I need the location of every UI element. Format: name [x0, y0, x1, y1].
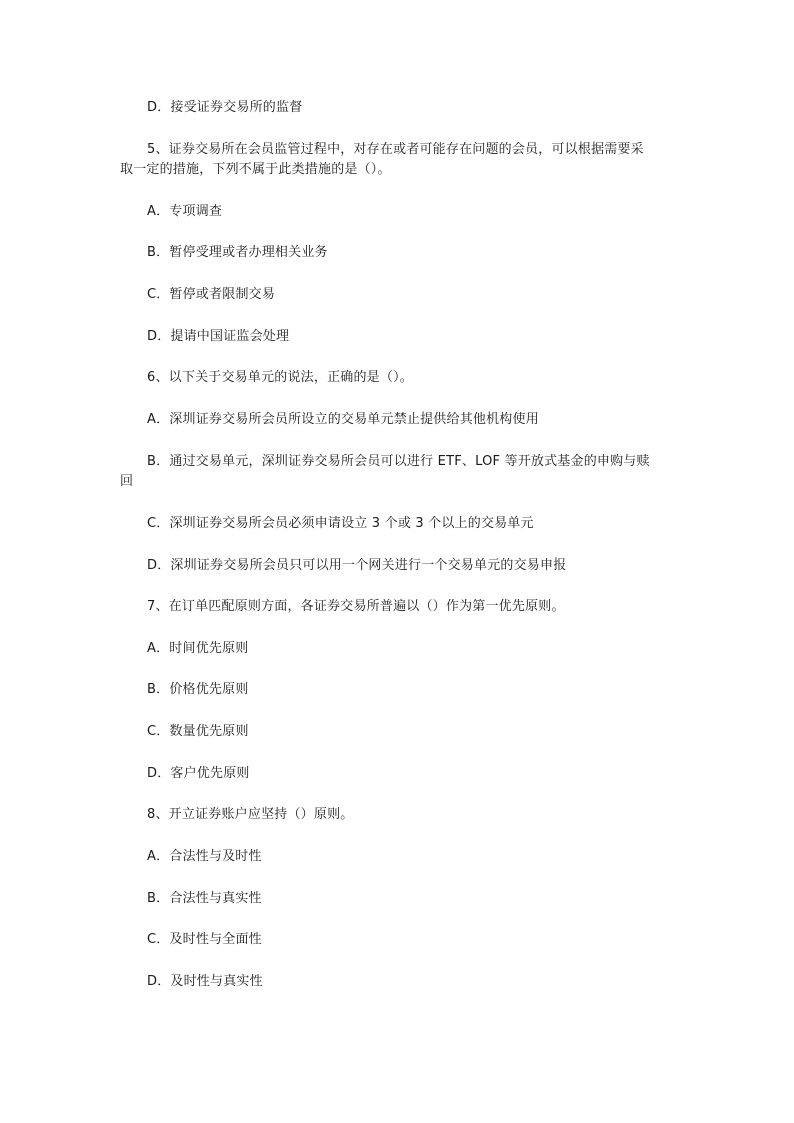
- q6-stem: 6、以下关于交易单元的说法，正确的是（）。: [147, 370, 413, 385]
- q5-option-c: C．暂停或者限制交易: [147, 287, 276, 302]
- q6-option-b-line1: B．通过交易单元，深圳证券交易所会员可以进行 ETF、LOF 等开放式基金的申购与赎: [147, 454, 650, 469]
- q7-option-c: C．数量优先原则: [147, 724, 249, 739]
- q6-option-d: D．深圳证券交易所会员只可以用一个网关进行一个交易单元的交易申报: [147, 558, 567, 573]
- q7-option-a: A．时间优先原则: [147, 641, 249, 656]
- q5-option-b: B．暂停受理或者办理相关业务: [147, 245, 328, 260]
- q8-option-d: D．及时性与真实性: [147, 974, 263, 989]
- q7-stem: 7、在订单匹配原则方面，各证券交易所普遍以（）作为第一优先原则。: [147, 599, 565, 614]
- q7-option-b: B．价格优先原则: [147, 682, 249, 697]
- q6-option-a: A．深圳证券交易所会员所设立的交易单元禁止提供给其他机构使用: [147, 412, 539, 427]
- q5-stem-line2: 取一定的措施，下列不属于此类措施的是（）。: [120, 162, 391, 177]
- q7-option-d: D．客户优先原则: [147, 766, 250, 781]
- q8-option-a: A．合法性与及时性: [147, 849, 262, 864]
- q6-option-c: C．深圳证券交易所会员必须申请设立 3 个或 3 个以上的交易单元: [147, 516, 534, 531]
- q8-option-c: C．及时性与全面性: [147, 932, 262, 947]
- q8-stem: 8、开立证券账户应坚持（）原则。: [147, 807, 354, 822]
- q5-option-d: D．提请中国证监会处理: [147, 329, 290, 344]
- q4-option-d: D．接受证券交易所的监督: [147, 100, 303, 115]
- q8-option-b: B．合法性与真实性: [147, 891, 262, 906]
- q5-stem-line1: 5、证券交易所在会员监管过程中，对存在或者可能存在问题的会员，可以根据需要采: [147, 142, 644, 157]
- q6-option-b-line2: 回: [120, 474, 134, 489]
- q5-option-a: A．专项调查: [147, 204, 223, 219]
